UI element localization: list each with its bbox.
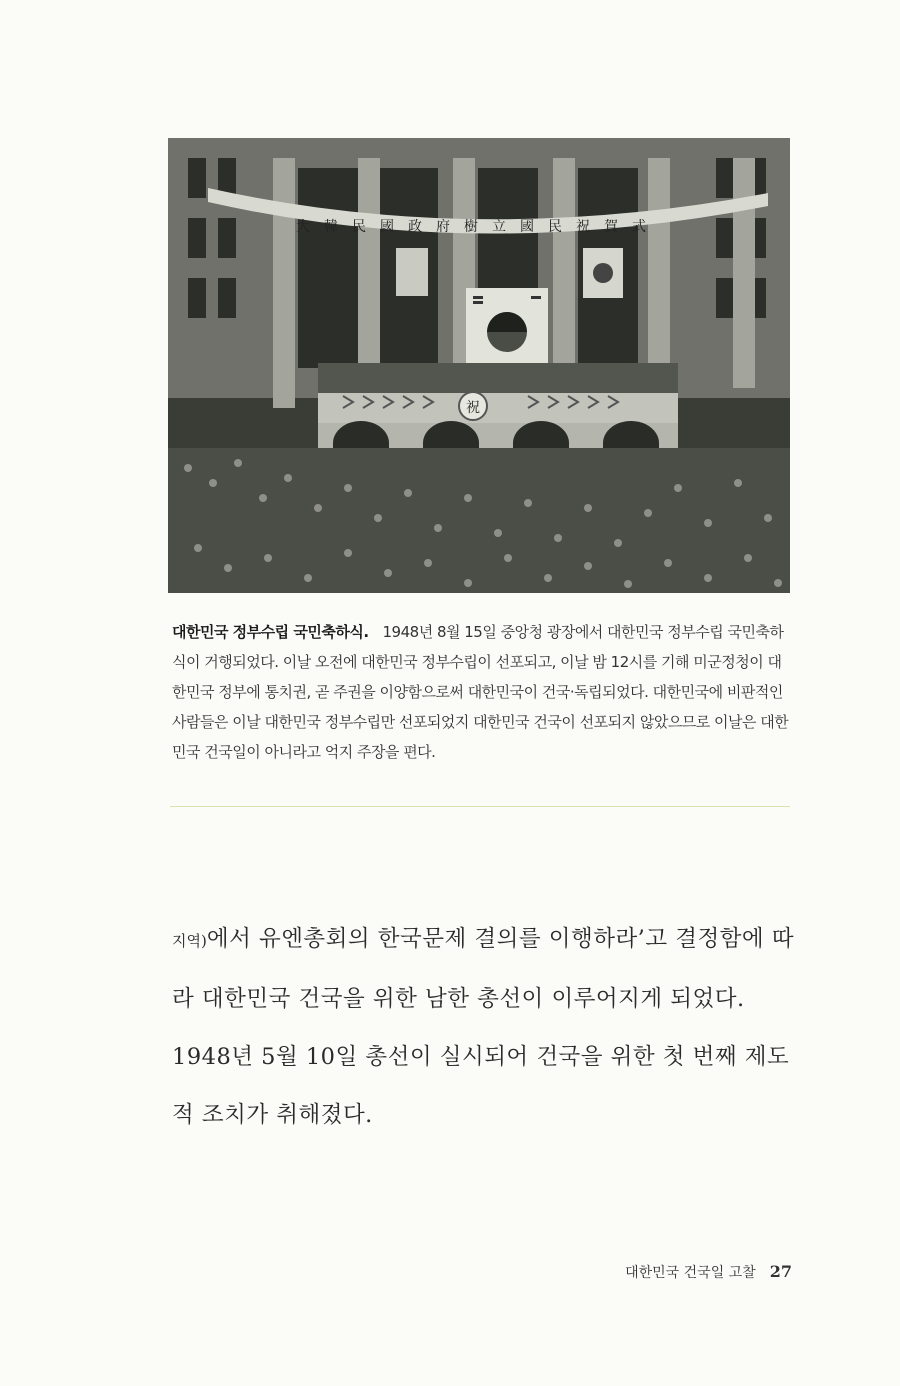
historical-photo: [168, 138, 790, 593]
page-footer: [625, 1262, 792, 1282]
photo-caption: [172, 617, 792, 767]
page-number: 27: [769, 1262, 792, 1281]
ceremony-photo-illustration: [168, 138, 790, 593]
caption-title: 대한민국 정부수립 국민축하식.: [172, 623, 369, 641]
caption-text: 1948년 8월 15일 중앙청 광장에서 대한민국 정부수립 국민축하식이 거행되었다. 이날 오전에 대한민국 정부수립이 선포되고, 이날 밤 12시를 기해 미군정청이 대한민국 정부에 통치권, 곧 주권을 이양함으로써 대한민국이 건국·독립되었다. 대한민국에 비판적인 사람들은 이날 대한민국 정부수립만 선포되었지 대한민국 건국이 선포되지 않았으므로 이날은 대한민국 건국일이 아니라고 억지 주장을 편다.: [172, 623, 789, 761]
banner-text: 大韓民國政府樹立國民祝賀式: [296, 219, 660, 235]
running-title: 대한민국 건국일 고찰: [625, 1265, 756, 1281]
body-paragraph: [172, 910, 802, 1144]
caption-divider: [170, 806, 790, 807]
body-text: 에서 유엔총회의 한국문제 결의를 이행하라’고 결정함에 따라 대한민국 건국을 위한 남한 총선이 이루어지게 되었다. 1948년 5월 10일 총선이 실시되어 건국을 위한 첫 번째 제도적 조치가 취해졌다.: [172, 926, 795, 1128]
body-prefix: 지역): [172, 932, 207, 950]
badge-text: 祝: [466, 400, 480, 416]
